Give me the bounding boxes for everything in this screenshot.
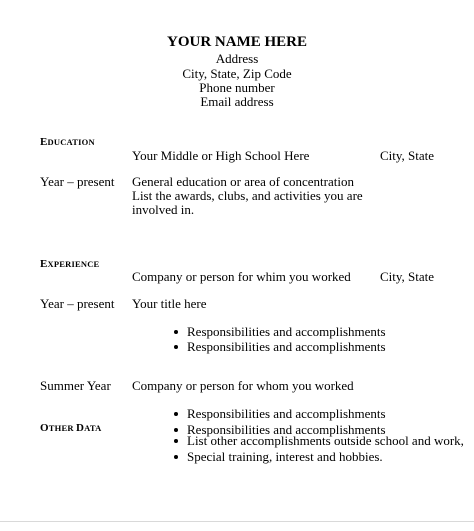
email-line: Email address xyxy=(200,94,274,109)
education-date: Year – present xyxy=(40,174,115,189)
other-data-heading xyxy=(40,422,101,434)
job2-bullet-1-text: Responsibilities and accomplishments xyxy=(187,406,386,421)
job1-bullet-1-text: Responsibilities and accomplishments xyxy=(187,324,386,339)
education-line-2: List the awards, clubs, and activities you are xyxy=(132,188,363,203)
experience-heading-initial: E xyxy=(40,258,48,270)
job2-date: Summer Year xyxy=(40,378,111,393)
bullet-icon xyxy=(174,330,178,334)
education-heading-rest: DUCATION xyxy=(47,137,95,147)
address-line: Address xyxy=(215,51,259,66)
other-heading-initial-d: D xyxy=(75,422,85,434)
resume-name: YOUR NAME HERE xyxy=(166,34,307,50)
job1-date: Year – present xyxy=(40,296,115,311)
phone-line: Phone number xyxy=(199,80,275,95)
city-state-zip-line: City, State, Zip Code xyxy=(182,66,292,81)
education-heading xyxy=(40,136,95,148)
other-heading-initial-o: O xyxy=(40,422,49,434)
education-school: Your Middle or High School Here xyxy=(132,148,310,163)
bullet-icon xyxy=(174,455,178,459)
job1-title: Your title here xyxy=(132,296,207,311)
other-bullet-2-text: Special training, interest and hobbies. xyxy=(187,449,383,464)
bullet-icon xyxy=(174,345,178,349)
experience-heading-rest: XPERIENCE xyxy=(47,259,100,269)
education-heading-initial: E xyxy=(40,136,48,148)
other-heading-part-2: ATA xyxy=(84,423,102,433)
job1-location: City, State xyxy=(380,269,435,284)
job1-company: Company or person for whim you worked xyxy=(132,269,351,284)
bullet-icon xyxy=(174,428,178,432)
education-line-3: involved in. xyxy=(132,202,195,217)
education-location: City, State xyxy=(380,148,435,163)
bullet-icon xyxy=(174,439,178,443)
education-line-1: General education or area of concentration xyxy=(132,174,354,189)
page-bottom-divider xyxy=(0,521,474,522)
other-heading-part-1: THER xyxy=(48,423,76,433)
job2-bullet-2-text: Responsibilities and accomplishments xyxy=(187,422,386,437)
bullet-icon xyxy=(174,412,178,416)
job2-company: Company or person for whom you worked xyxy=(132,378,354,393)
other-bullet-1-text: List other accomplishments outside school and work, xyxy=(187,433,464,448)
job1-bullet-2-text: Responsibilities and accomplishments xyxy=(187,339,386,354)
experience-heading xyxy=(40,258,99,270)
